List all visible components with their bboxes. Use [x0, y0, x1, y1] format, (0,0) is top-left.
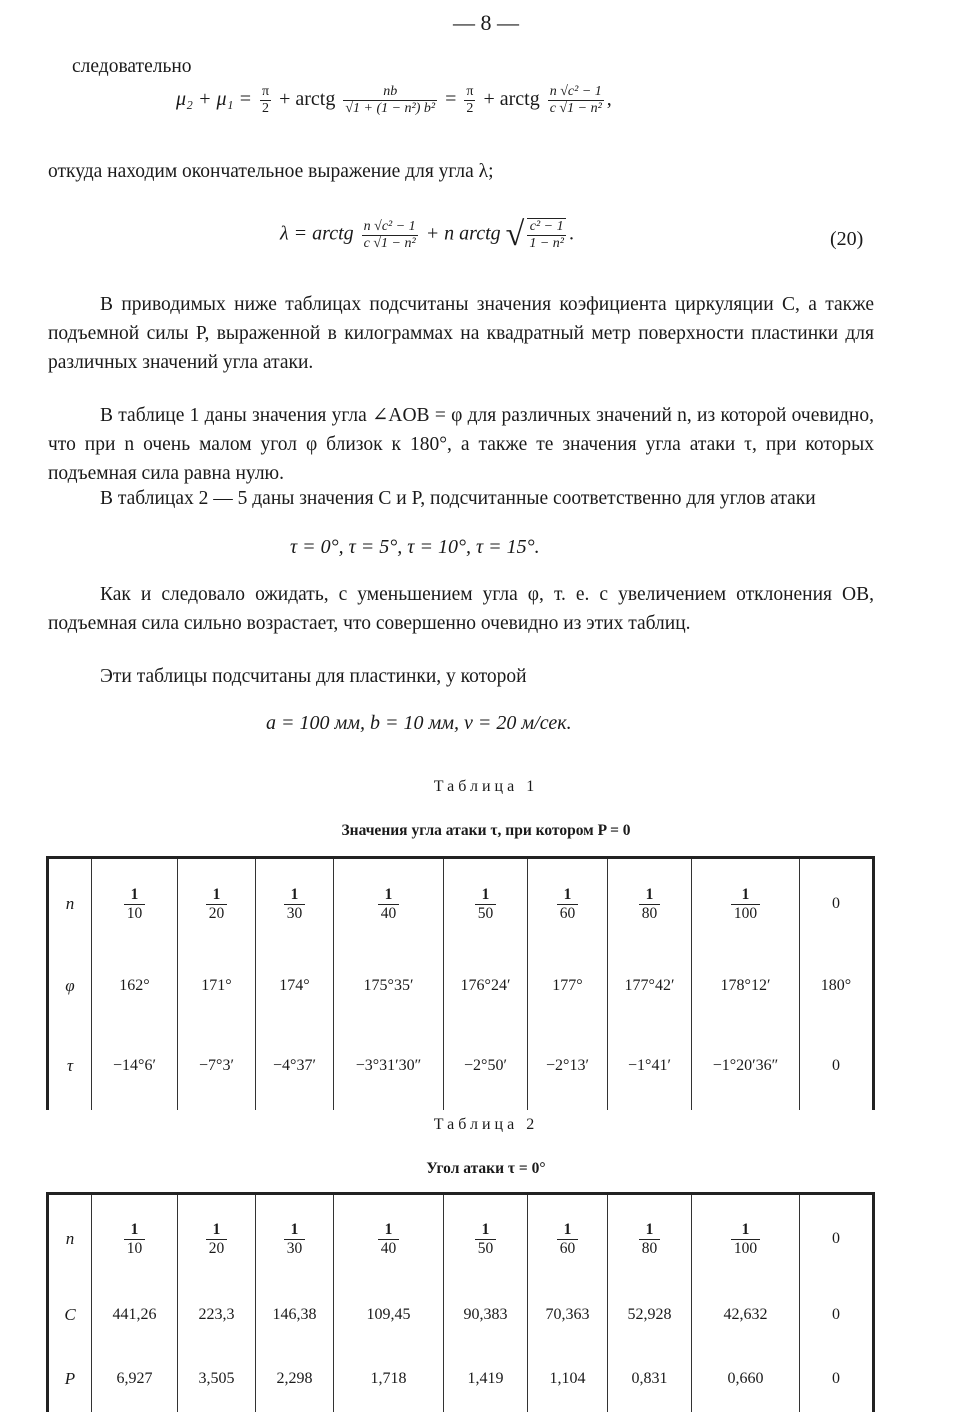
table1-n-cell: [334, 858, 444, 950]
equals-sign: =: [445, 88, 457, 111]
table2-row-n: [48, 1194, 874, 1284]
frac-num: 1: [284, 1221, 306, 1240]
arctg-label: + arctg: [279, 88, 336, 111]
lambda-fraction-2: [527, 218, 566, 252]
table1-n-cell: [92, 858, 178, 950]
pi-denominator: 2: [262, 101, 270, 116]
table2-c-cell: 146,38: [256, 1284, 334, 1346]
table1-header-n: n: [48, 858, 92, 950]
table2: [46, 1192, 875, 1412]
table2-p-cell: 0: [832, 1369, 840, 1387]
table1-header-phi: φ: [48, 950, 92, 1022]
frac-den: 30: [286, 904, 303, 922]
table1-n-cell: [256, 858, 334, 950]
table1-tau-cell: −1°41′: [608, 1022, 692, 1110]
paragraph-tables-2-5: В таблицах 2 — 5 даны значения C и P, подсчитанные соответственно для углов атаки: [100, 488, 816, 509]
formula-lambda: [280, 216, 574, 254]
table1-phi-cell: 174°: [256, 950, 334, 1022]
table2-header-n: n: [48, 1194, 92, 1284]
lambda-left: λ = arctg: [280, 222, 354, 245]
frac-num: 1: [475, 1221, 497, 1240]
table2-row-p: [48, 1346, 874, 1412]
table2-row-c: [48, 1284, 874, 1346]
frac-num: 1: [557, 886, 579, 905]
table2-p-cell: 2,298: [256, 1346, 334, 1412]
lambda-middle: + n arctg: [425, 222, 501, 245]
table1-n-cell: [528, 858, 608, 950]
frac-den: 30: [286, 1239, 303, 1257]
table2-c-cell: 223,3: [178, 1284, 256, 1346]
fraction-1-denominator: √1 + (1 − n²) b²: [345, 101, 436, 116]
frac-den: 80: [641, 904, 658, 922]
table1-tau-cell: −14°6′: [92, 1022, 178, 1110]
lambda-fraction-1: [362, 219, 418, 252]
frac-num: 1: [378, 1221, 400, 1240]
table1-tau-cell: −2°50′: [444, 1022, 528, 1110]
page-number: — 8 —: [453, 10, 519, 35]
text-line-hence: следовательно: [72, 56, 192, 77]
table1-phi-cell: 171°: [178, 950, 256, 1022]
table1-phi-cell: 180°: [820, 976, 852, 994]
text-line-whence: откуда находим окончательное выражение для угла λ;: [48, 161, 494, 182]
paragraph-tables-intro: В приводимых ниже таблицах подсчитаны значения коэфициента циркуляции C, а также подъемной силы P, выраженной в килограммах на квадратный метр поверхности пластинки для различных значений угла атаки.: [48, 294, 874, 373]
frac-num: 1: [284, 886, 306, 905]
formula-pi-half-2: [464, 84, 475, 117]
frac-den: 20: [208, 904, 225, 922]
frac-den: 60: [559, 904, 576, 922]
pi-denominator-2: 2: [466, 101, 474, 116]
frac-den: 10: [126, 1239, 143, 1257]
paragraph-expected: Как и следовало ожидать, с уменьшением угла φ, т. е. с увеличением отклонения OB, подъемная сила сильно возрастает, что совершенно очевидно из этих таблиц.: [48, 584, 874, 634]
frac-num: 1: [639, 886, 661, 905]
arctg-label-2: + arctg: [483, 88, 540, 111]
table1-phi-cell: 178°12′: [692, 950, 800, 1022]
table1-n-cell: [692, 858, 800, 950]
table1-phi-cell: 177°: [528, 950, 608, 1022]
frac-den: 100: [733, 1239, 758, 1257]
paragraph-plate: Эти таблицы подсчитаны для пластинки, у которой: [100, 666, 527, 687]
frac-num: 1: [206, 886, 228, 905]
table2-c-cell: 52,928: [608, 1284, 692, 1346]
table2-p-cell: 1,419: [444, 1346, 528, 1412]
table2-c-cell: 42,632: [692, 1284, 800, 1346]
frac-den: 80: [641, 1239, 658, 1257]
fraction-2-numerator: n √c² − 1: [549, 84, 602, 99]
lambda-fraction-2-numerator: c² − 1: [527, 219, 566, 236]
table2-n-cell: [178, 1194, 256, 1284]
sqrt-sign: √: [505, 216, 525, 253]
lambda-fraction-1-numerator: n √c² − 1: [363, 218, 416, 234]
table2-n-cell: [692, 1194, 800, 1284]
lambda-fraction-1-denominator: c √1 − n²: [363, 235, 416, 251]
table1-row-phi: [48, 950, 874, 1022]
table1-n-cell: [178, 858, 256, 950]
table1-tau-cell: 0: [832, 1056, 840, 1074]
table2-caption: Таблица 2: [433, 1116, 539, 1133]
frac-den: 50: [477, 904, 494, 922]
table2-c-cell: 0: [832, 1305, 840, 1323]
formula-mu-sum: [176, 84, 612, 117]
frac-num: 1: [731, 886, 760, 905]
pi-numerator: π: [261, 84, 270, 99]
table2-n-cell: [334, 1194, 444, 1284]
table2-c-cell: 109,45: [334, 1284, 444, 1346]
formula-2-period: .: [569, 222, 574, 245]
table1-phi-cell: 162°: [92, 950, 178, 1022]
frac-num: 1: [639, 1221, 661, 1240]
formula-1-comma: ,: [606, 88, 612, 111]
table2-c-cell: 70,363: [528, 1284, 608, 1346]
frac-den: 40: [380, 1239, 397, 1257]
table1-phi-cell: 177°42′: [608, 950, 692, 1022]
frac-den: 60: [559, 1239, 576, 1257]
table2-c-cell: 90,383: [444, 1284, 528, 1346]
fraction-2-denominator: c √1 − n²: [549, 101, 602, 116]
table2-n-cell: [608, 1194, 692, 1284]
table2-n-cell: [444, 1194, 528, 1284]
table2-title: Угол атаки τ = 0°: [426, 1160, 546, 1177]
frac-num: 1: [557, 1221, 579, 1240]
formula-params: a = 100 мм, b = 10 мм, v = 20 м/сек.: [266, 712, 572, 734]
fraction-1-numerator: nb: [343, 84, 437, 101]
table1-tau-cell: −7°3′: [178, 1022, 256, 1110]
frac-den: 100: [733, 904, 758, 922]
frac-num: 1: [475, 886, 497, 905]
table1-n-cell: [444, 858, 528, 950]
table2-header-p: P: [48, 1346, 92, 1412]
table2-c-cell: 441,26: [92, 1284, 178, 1346]
table2-n-cell: [256, 1194, 334, 1284]
table2-p-cell: 3,505: [178, 1346, 256, 1412]
table1-tau-cell: −4°37′: [256, 1022, 334, 1110]
table2-p-cell: 1,718: [334, 1346, 444, 1412]
formula-fraction-1: [343, 84, 437, 117]
frac-den: 10: [126, 904, 143, 922]
lambda-fraction-2-denominator: 1 − n²: [529, 236, 564, 251]
table2-p-cell: 0,831: [608, 1346, 692, 1412]
table2-n-cell: [92, 1194, 178, 1284]
table1-header-tau: τ: [48, 1022, 92, 1110]
table2-p-cell: 1,104: [528, 1346, 608, 1412]
table1-tau-cell: −3°31′30″: [334, 1022, 444, 1110]
table2-p-cell: 0,660: [692, 1346, 800, 1412]
table1-tau-cell: −1°20′36″: [692, 1022, 800, 1110]
table1-phi-cell: 176°24′: [444, 950, 528, 1022]
frac-num: 1: [731, 1221, 760, 1240]
frac-num: 1: [206, 1221, 228, 1240]
table2-n-cell: 0: [832, 1230, 840, 1248]
frac-den: 40: [380, 904, 397, 922]
paragraph-table1-desc: В таблице 1 даны значения угла ∠AOB = φ для различных значений n, из которой очевидно, что при n очень малом угол φ близок к 180°, а также те значения угла атаки τ, при которых подъемная сила равна нулю.: [48, 405, 874, 484]
table2-n-cell: [528, 1194, 608, 1284]
table1-row-tau: [48, 1022, 874, 1110]
frac-num: 1: [378, 886, 400, 905]
table1-n-cell: [608, 858, 692, 950]
table2-header-c: C: [48, 1284, 92, 1346]
pi-numerator-2: π: [466, 84, 474, 99]
table1: [46, 856, 875, 1110]
equation-number: (20): [830, 228, 864, 250]
frac-den: 50: [477, 1239, 494, 1257]
table2-p-cell: 6,927: [92, 1346, 178, 1412]
formula-pi-half: [260, 84, 271, 117]
frac-num: 1: [124, 1221, 146, 1240]
formula-angles: τ = 0°, τ = 5°, τ = 10°, τ = 15°.: [290, 536, 540, 558]
table1-n-cell: 0: [832, 895, 840, 913]
table1-row-n: [48, 858, 874, 950]
table1-caption: Таблица 1: [433, 778, 539, 795]
formula-fraction-2: [548, 84, 604, 117]
table1-phi-cell: 175°35′: [334, 950, 444, 1022]
frac-den: 20: [208, 1239, 225, 1257]
table1-tau-cell: −2°13′: [528, 1022, 608, 1110]
frac-num: 1: [124, 886, 146, 905]
table1-title: Значения угла атаки τ, при котором P = 0: [341, 822, 631, 839]
formula-mu-left: μ₂ + μ₁ =: [176, 88, 257, 111]
